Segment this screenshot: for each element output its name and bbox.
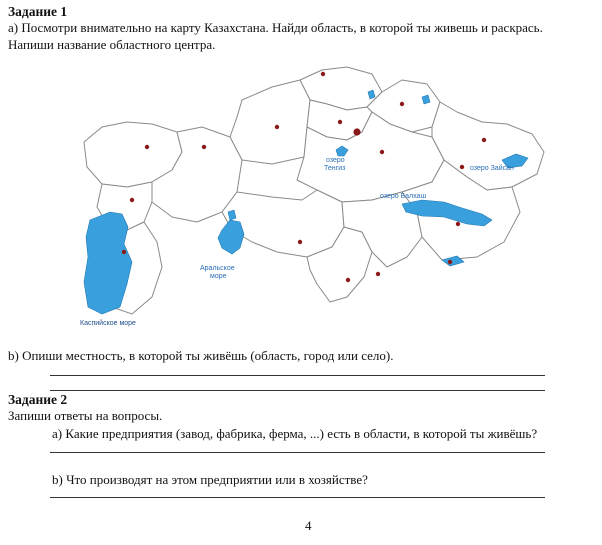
center-petropavlovsk xyxy=(321,72,325,76)
label-balkhash: озеро Балхаш xyxy=(380,193,427,200)
task1-b: b) Опиши местность, в которой ты живёшь (область, город или село). xyxy=(8,348,394,363)
label-tengiz-2: Тенгиз xyxy=(324,165,346,172)
task2-b: b) Что производят на этом предприятии или в хозяйстве? xyxy=(52,472,368,487)
page-number: 4 xyxy=(305,518,312,533)
center-almaty xyxy=(448,260,452,264)
center-kostanay xyxy=(275,125,279,129)
center-semey xyxy=(460,165,464,169)
center-karaganda xyxy=(380,150,384,154)
center-taraz xyxy=(376,272,380,276)
kazakhstan-map xyxy=(72,52,562,337)
label-aral-1: Аральское xyxy=(200,265,235,272)
task2-a: а) Какие предприятия (завод, фабрика, ферма, ...) есть в области, в которой ты живёшь? xyxy=(52,426,538,441)
answer-line-3[interactable] xyxy=(50,452,545,453)
label-zaysan: озеро Зайсан xyxy=(470,165,514,172)
label-caspian: Каспийское море xyxy=(80,320,136,327)
task1-title: Задание 1 xyxy=(8,4,68,19)
center-oskemen xyxy=(482,138,486,142)
region-kostanay xyxy=(230,80,310,164)
task1-a-line2: Напиши название областного центра. xyxy=(8,37,216,52)
center-aktobe xyxy=(202,145,206,149)
center-aktau xyxy=(122,250,126,254)
label-aral-2: море xyxy=(210,273,227,280)
center-kokshetau xyxy=(338,120,342,124)
center-shymkent xyxy=(346,278,350,282)
answer-line-1[interactable] xyxy=(50,375,545,376)
center-taldykorgan xyxy=(456,222,460,226)
label-tengiz-1: озеро xyxy=(326,157,345,164)
center-atyrau xyxy=(130,198,134,202)
region-borders xyxy=(84,67,544,314)
center-astana xyxy=(353,128,360,135)
task2-intro: Запиши ответы на вопросы. xyxy=(8,408,163,423)
center-pavlodar xyxy=(400,102,404,106)
answer-line-2[interactable] xyxy=(50,390,545,391)
center-oral xyxy=(145,145,149,149)
task1-a-line1: а) Посмотри внимательно на карту Казахстана. Найди область, в которой ты живешь и раскрась. xyxy=(8,20,543,35)
answer-line-4[interactable] xyxy=(50,497,545,498)
aral-sea xyxy=(218,220,244,254)
center-kyzylorda xyxy=(298,240,302,244)
task2-title: Задание 2 xyxy=(8,392,68,407)
